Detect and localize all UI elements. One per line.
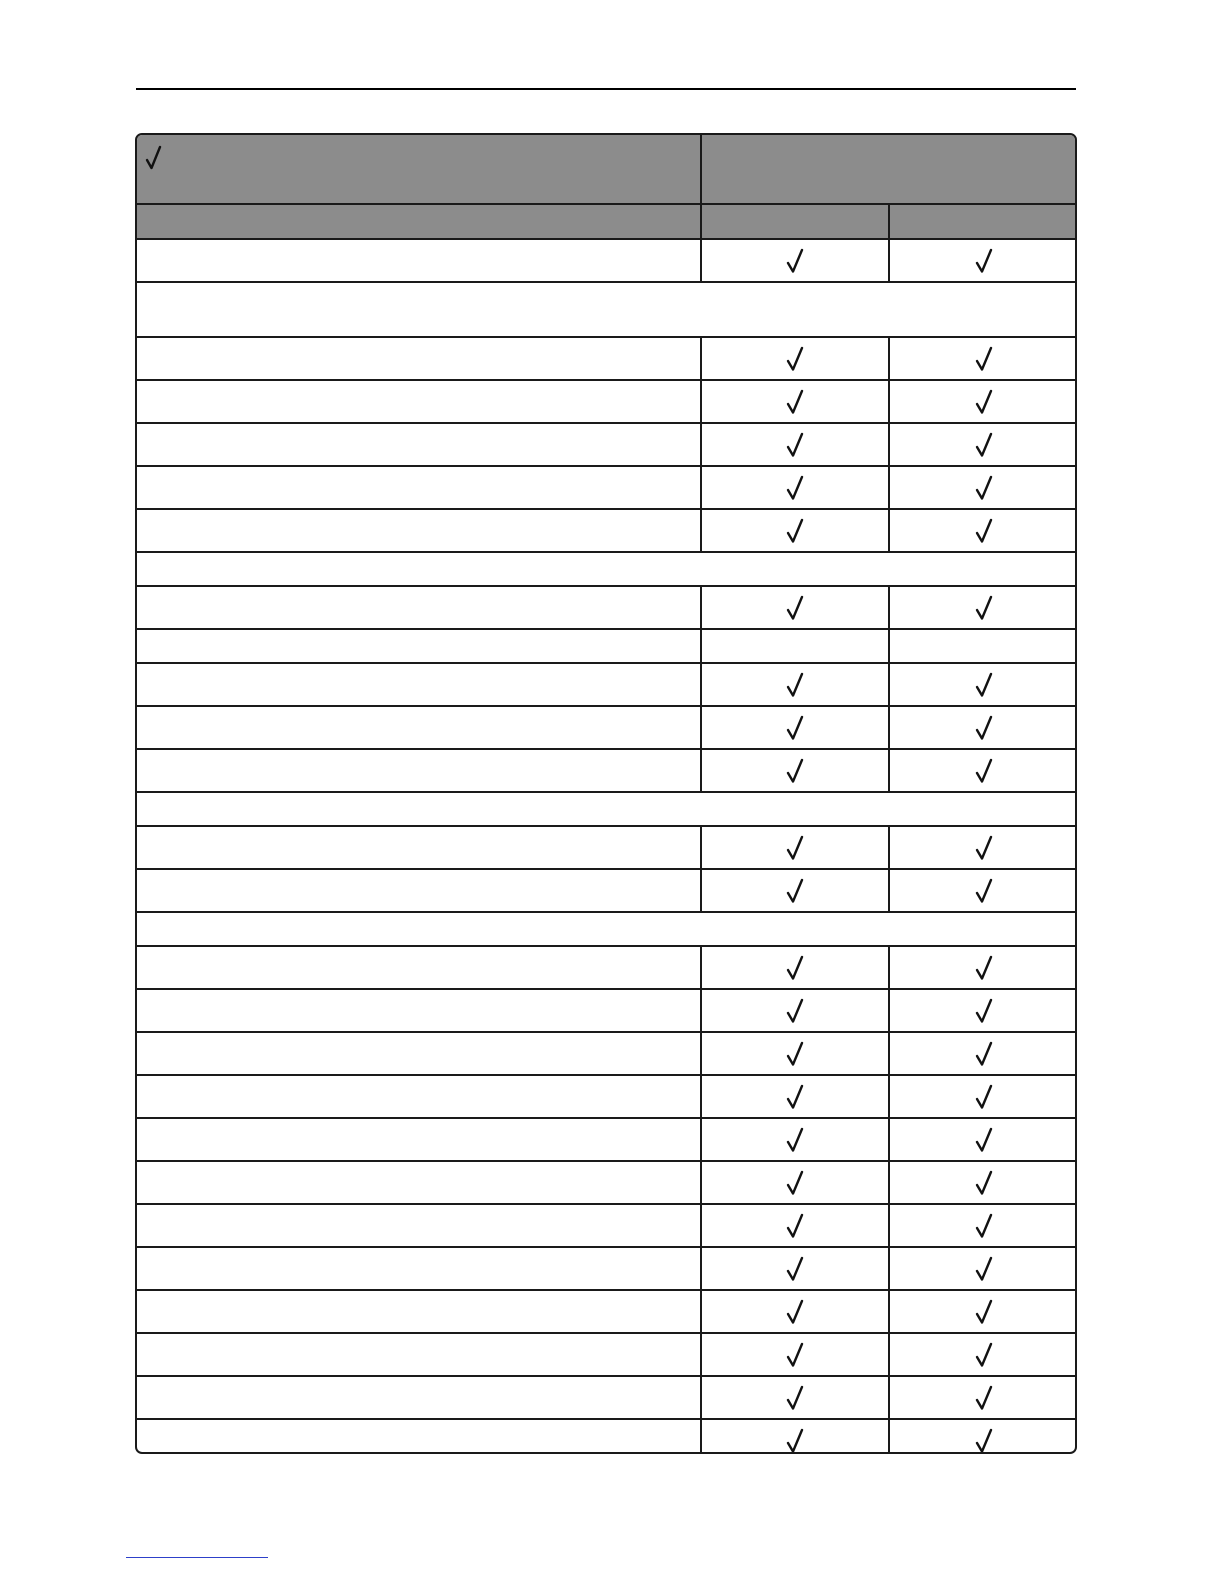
section-row bbox=[137, 791, 1075, 825]
table-row bbox=[137, 1117, 1075, 1160]
subheader-label-cell bbox=[137, 205, 700, 238]
column-b-cell bbox=[888, 1377, 1077, 1418]
row-label-cell bbox=[137, 1162, 700, 1203]
table-row bbox=[137, 1246, 1075, 1289]
table-row bbox=[137, 1074, 1075, 1117]
row-label-cell bbox=[137, 467, 700, 508]
check-icon bbox=[785, 248, 805, 274]
table-row bbox=[137, 1332, 1075, 1375]
row-label-cell bbox=[137, 510, 700, 551]
column-b-cell bbox=[888, 827, 1077, 868]
column-a-cell bbox=[700, 664, 888, 705]
section-row bbox=[137, 911, 1075, 945]
table-row bbox=[137, 422, 1075, 465]
row-label-cell bbox=[137, 947, 700, 988]
check-icon bbox=[785, 475, 805, 501]
subheader-column-a bbox=[700, 205, 888, 238]
check-icon bbox=[974, 1385, 994, 1411]
check-icon bbox=[785, 715, 805, 741]
check-icon bbox=[974, 518, 994, 544]
section-cell bbox=[137, 913, 1075, 945]
column-a-cell bbox=[700, 990, 888, 1031]
check-icon bbox=[974, 595, 994, 621]
column-b-cell bbox=[888, 1205, 1077, 1246]
row-label-cell bbox=[137, 990, 700, 1031]
check-icon bbox=[785, 1127, 805, 1153]
check-icon bbox=[785, 595, 805, 621]
column-a-cell bbox=[700, 1377, 888, 1418]
check-icon bbox=[974, 998, 994, 1024]
check-icon bbox=[785, 1084, 805, 1110]
column-a-cell bbox=[700, 1420, 888, 1454]
column-b-cell bbox=[888, 990, 1077, 1031]
check-icon bbox=[974, 1084, 994, 1110]
check-icon bbox=[785, 878, 805, 904]
check-icon bbox=[785, 1213, 805, 1239]
table-row bbox=[137, 662, 1075, 705]
check-icon bbox=[974, 1299, 994, 1325]
table-row bbox=[137, 1418, 1075, 1454]
check-icon bbox=[785, 672, 805, 698]
row-label-cell bbox=[137, 587, 700, 628]
row-label-cell bbox=[137, 1334, 700, 1375]
check-icon bbox=[785, 518, 805, 544]
check-icon bbox=[785, 1041, 805, 1067]
check-icon bbox=[785, 1170, 805, 1196]
row-label-cell bbox=[137, 1248, 700, 1289]
column-b-cell bbox=[888, 338, 1077, 379]
row-label-cell bbox=[137, 1377, 700, 1418]
column-a-cell bbox=[700, 750, 888, 791]
section-cell bbox=[137, 283, 1075, 336]
row-label-cell bbox=[137, 424, 700, 465]
check-icon bbox=[974, 758, 994, 784]
check-icon bbox=[974, 955, 994, 981]
row-label-cell bbox=[137, 707, 700, 748]
table-row bbox=[137, 705, 1075, 748]
header-column-group-cell bbox=[700, 135, 1077, 203]
row-label-cell bbox=[137, 870, 700, 911]
check-icon bbox=[785, 1342, 805, 1368]
check-icon bbox=[974, 1342, 994, 1368]
column-b-cell bbox=[888, 947, 1077, 988]
table-row bbox=[137, 465, 1075, 508]
column-b-cell bbox=[888, 870, 1077, 911]
column-a-cell bbox=[700, 424, 888, 465]
row-label-cell bbox=[137, 338, 700, 379]
column-a-cell bbox=[700, 587, 888, 628]
table-row bbox=[137, 1203, 1075, 1246]
column-b-cell bbox=[888, 240, 1077, 281]
section-cell bbox=[137, 793, 1075, 825]
row-label-cell bbox=[137, 1119, 700, 1160]
table-row bbox=[137, 1375, 1075, 1418]
check-icon bbox=[785, 346, 805, 372]
table-row bbox=[137, 585, 1075, 628]
row-label-cell bbox=[137, 827, 700, 868]
row-label-cell bbox=[137, 1205, 700, 1246]
column-a-cell bbox=[700, 1291, 888, 1332]
row-label-cell bbox=[137, 240, 700, 281]
check-icon bbox=[974, 389, 994, 415]
table-row bbox=[137, 1289, 1075, 1332]
column-a-cell bbox=[700, 630, 888, 662]
check-icon bbox=[974, 1256, 994, 1282]
check-icon bbox=[785, 758, 805, 784]
table-row bbox=[137, 1031, 1075, 1074]
column-b-cell bbox=[888, 1033, 1077, 1074]
table-subheader-row bbox=[137, 203, 1075, 238]
column-b-cell bbox=[888, 1248, 1077, 1289]
check-icon bbox=[785, 432, 805, 458]
footer-link-underline[interactable] bbox=[126, 1557, 268, 1558]
check-icon bbox=[974, 1428, 994, 1454]
check-icon bbox=[974, 1170, 994, 1196]
column-b-cell bbox=[888, 424, 1077, 465]
subheader-column-b bbox=[888, 205, 1077, 238]
section-cell bbox=[137, 553, 1075, 585]
column-b-cell bbox=[888, 1420, 1077, 1454]
column-b-cell bbox=[888, 1162, 1077, 1203]
table-row bbox=[137, 508, 1075, 551]
check-icon bbox=[785, 389, 805, 415]
table-row bbox=[137, 988, 1075, 1031]
row-label-cell bbox=[137, 664, 700, 705]
column-a-cell bbox=[700, 338, 888, 379]
page-top-rule bbox=[136, 88, 1076, 90]
column-a-cell bbox=[700, 1076, 888, 1117]
check-icon bbox=[974, 715, 994, 741]
column-a-cell bbox=[700, 510, 888, 551]
check-icon bbox=[974, 1213, 994, 1239]
row-label-cell bbox=[137, 1076, 700, 1117]
check-icon bbox=[974, 248, 994, 274]
row-label-cell bbox=[137, 1420, 700, 1454]
column-a-cell bbox=[700, 1119, 888, 1160]
column-a-cell bbox=[700, 1334, 888, 1375]
row-label-cell bbox=[137, 630, 700, 662]
table-row bbox=[137, 748, 1075, 791]
check-icon bbox=[785, 835, 805, 861]
check-icon bbox=[974, 672, 994, 698]
check-icon bbox=[145, 145, 163, 176]
table-row bbox=[137, 868, 1075, 911]
table-row bbox=[137, 1160, 1075, 1203]
table-row bbox=[137, 336, 1075, 379]
header-label-cell bbox=[137, 135, 700, 203]
column-a-cell bbox=[700, 947, 888, 988]
column-b-cell bbox=[888, 467, 1077, 508]
column-b-cell bbox=[888, 381, 1077, 422]
table-row bbox=[137, 238, 1075, 281]
column-b-cell bbox=[888, 1334, 1077, 1375]
column-b-cell bbox=[888, 587, 1077, 628]
section-row bbox=[137, 281, 1075, 336]
column-a-cell bbox=[700, 381, 888, 422]
check-icon bbox=[974, 346, 994, 372]
column-b-cell bbox=[888, 1076, 1077, 1117]
check-icon bbox=[785, 998, 805, 1024]
check-icon bbox=[974, 878, 994, 904]
row-label-cell bbox=[137, 750, 700, 791]
column-a-cell bbox=[700, 467, 888, 508]
column-b-cell bbox=[888, 1119, 1077, 1160]
section-row bbox=[137, 551, 1075, 585]
column-b-cell bbox=[888, 707, 1077, 748]
column-b-cell bbox=[888, 510, 1077, 551]
row-label-cell bbox=[137, 1291, 700, 1332]
feature-table bbox=[135, 133, 1077, 1454]
table-row bbox=[137, 379, 1075, 422]
table-row bbox=[137, 825, 1075, 868]
column-b-cell bbox=[888, 750, 1077, 791]
check-icon bbox=[785, 1428, 805, 1454]
column-a-cell bbox=[700, 1205, 888, 1246]
row-label-cell bbox=[137, 1033, 700, 1074]
column-a-cell bbox=[700, 707, 888, 748]
row-label-cell bbox=[137, 381, 700, 422]
check-icon bbox=[785, 955, 805, 981]
table-row bbox=[137, 628, 1075, 662]
column-b-cell bbox=[888, 630, 1077, 662]
table-row bbox=[137, 945, 1075, 988]
column-b-cell bbox=[888, 1291, 1077, 1332]
column-a-cell bbox=[700, 827, 888, 868]
check-icon bbox=[974, 1127, 994, 1153]
check-icon bbox=[974, 835, 994, 861]
check-icon bbox=[785, 1256, 805, 1282]
column-a-cell bbox=[700, 240, 888, 281]
column-a-cell bbox=[700, 870, 888, 911]
column-a-cell bbox=[700, 1162, 888, 1203]
check-icon bbox=[974, 1041, 994, 1067]
column-a-cell bbox=[700, 1248, 888, 1289]
check-icon bbox=[785, 1385, 805, 1411]
table-header-row bbox=[137, 135, 1075, 203]
check-icon bbox=[974, 432, 994, 458]
column-a-cell bbox=[700, 1033, 888, 1074]
check-icon bbox=[974, 475, 994, 501]
check-icon bbox=[785, 1299, 805, 1325]
column-b-cell bbox=[888, 664, 1077, 705]
